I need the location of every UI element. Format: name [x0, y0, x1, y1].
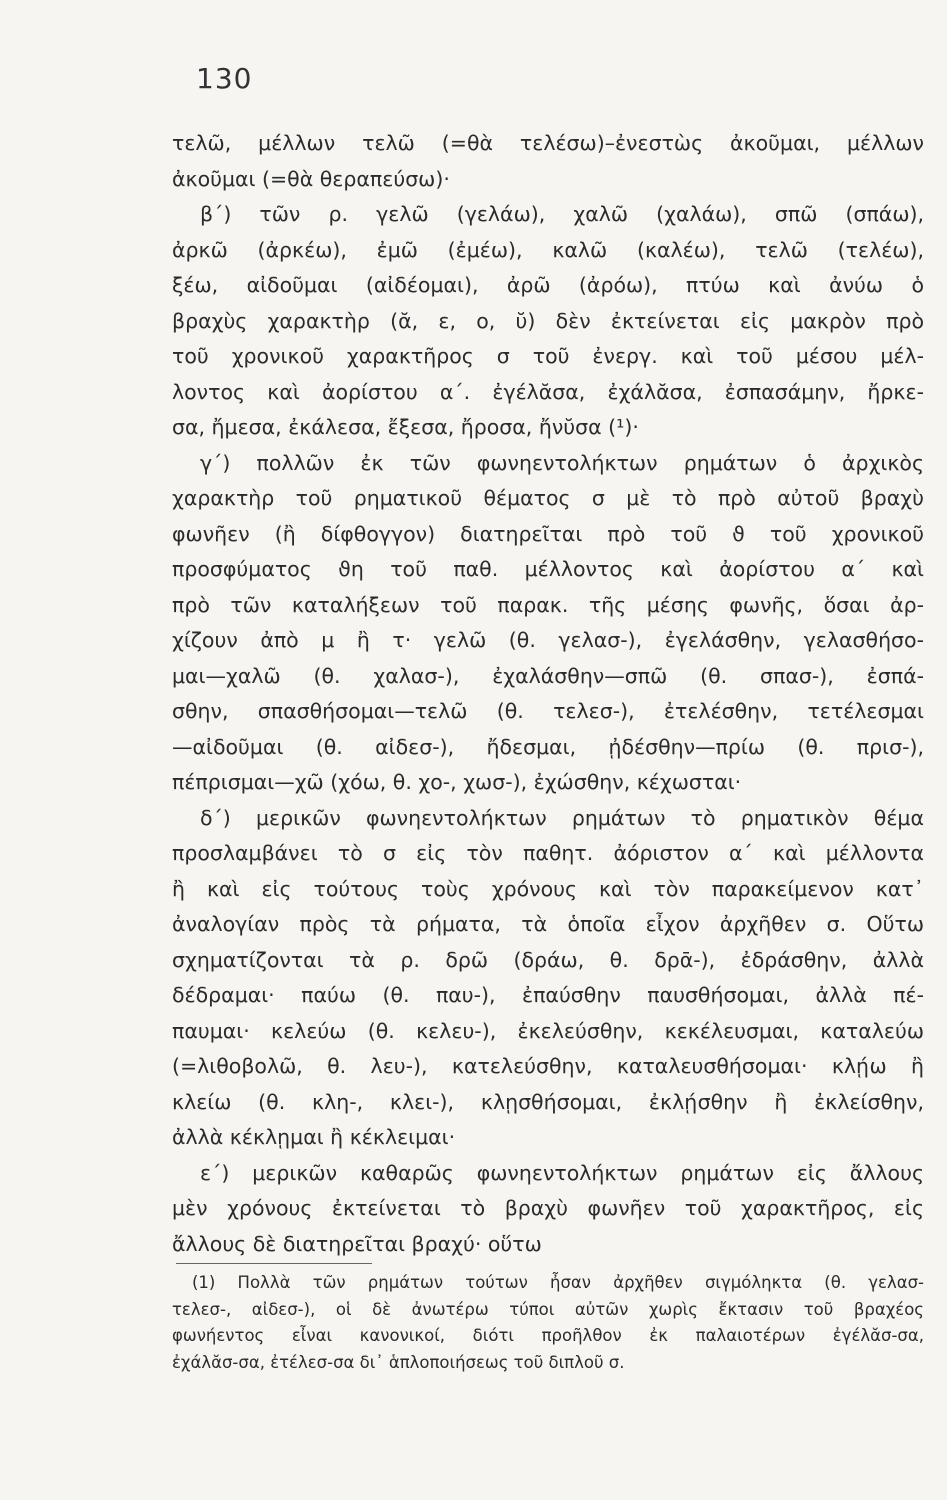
text-line: χίζουν ἀπὸ μ ἢ τ· γελῶ (θ. γελασ-), ἐγελάσθην, γελασθήσο- — [172, 628, 924, 652]
text-line: τελῶ, μέλλων τελῶ (=θὰ τελέσω)–ἐνεστὼς ἀκοῦμαι, μέλλων — [172, 131, 924, 155]
text-line: πέπρισμαι—χῶ (χόω, θ. χο-, χωσ-), ἐχώσθην, κέχωσται· — [172, 770, 742, 794]
text-line: τοῦ χρονικοῦ χαρακτῆρος σ τοῦ ἐνεργ. καὶ τοῦ μέσου μέλ- — [172, 344, 924, 368]
footnote-divider — [176, 1263, 372, 1264]
text-line: πρὸ τῶν καταλήξεων τοῦ παρακ. τῆς μέσης φωνῆς, ὅσαι ἀρ- — [172, 592, 924, 617]
footnote-line: (1) Πολλὰ τῶν ρημάτων τούτων ἦσαν ἀρχῆθεν σιγμόληκτα (θ. γελασ- — [192, 1273, 924, 1292]
footnote-line: τελεσ-, αἰδεσ-), οἱ δὲ ἀνωτέρω τύποι αὐτῶν χωρὶς ἔκτασιν τοῦ βραχέος — [172, 1299, 924, 1319]
text-line: φωνῆεν (ἢ δίφθογγον) διατηρεῖται πρὸ τοῦ ϑ τοῦ χρονικοῦ — [172, 521, 924, 546]
text-line: —αἰδοῦμαι (θ. αἰδεσ-), ἤδεσμαι, ᾐδέσθην—πρίω (θ. πρισ-), — [172, 734, 924, 759]
body-text — [172, 126, 924, 1262]
footnote-line: φωνήεντος εἶναι κανονικοί, διότι προῆλθον ἐκ παλαιοτέρων ἐγέλᾰσ-σα, — [172, 1326, 924, 1345]
text-line: ἀκοῦμαι (=θὰ θεραπεύσω)· — [172, 166, 450, 191]
text-line: σθην, σπασθήσομαι—τελῶ (θ. τελεσ-), ἐτελέσθην, τετέλεσμαι — [172, 699, 924, 723]
footnote-line: ἐχάλᾰσ-σα, ἐτέλεσ-σα δι᾽ ἁπλοποιήσεως τοῦ διπλοῦ σ. — [172, 1352, 625, 1372]
text-line: προσλαμβάνει τὸ σ εἰς τὸν παθητ. ἀόριστον α΄ καὶ μέλλοντα — [172, 841, 924, 865]
text-line: ξέω, αἰδοῦμαι (αἰδέομαι), ἀρῶ (ἀρόω), πτύω καὶ ἀνύω ὁ — [172, 273, 924, 297]
page-number: 130 — [196, 62, 253, 95]
text-line: ἀλλὰ κέκλῃμαι ἢ κέκλειμαι· — [172, 1125, 456, 1149]
text-line: ἢ καὶ εἰς τούτους τοὺς χρόνους καὶ τὸν παρακείμενον κατ᾽ — [172, 876, 924, 901]
text-line: κλείω (θ. κλη-, κλει-), κλῃσθήσομαι, ἐκλῄσθην ἢ ἐκλείσθην, — [172, 1089, 924, 1114]
text-line: σα, ἤμεσα, ἐκάλεσα, ἔξεσα, ἤροσα, ἤνῠσα (¹)· — [172, 415, 639, 439]
text-line: ἄλλους δὲ διατηρεῖται βραχύ· οὕτω — [172, 1231, 542, 1256]
text-line: (=λιθοβολῶ, θ. λευ-), κατελεύσθην, καταλευσθήσομαι· κλῄω ἢ — [172, 1054, 924, 1078]
text-line: β΄) τῶν ρ. γελῶ (γελάω), χαλῶ (χαλάω), σπῶ (σπάω), — [200, 202, 924, 226]
text-line: μὲν χρόνους ἐκτείνεται τὸ βραχὺ φωνῆεν τοῦ χαρακτῆρος, εἰς — [172, 1196, 924, 1220]
text-line: γ΄) πολλῶν ἐκ τῶν φωνηεντολήκτων ρημάτων ὁ ἀρχικὸς — [200, 450, 924, 475]
text-line: ε΄) μερικῶν καθαρῶς φωνηεντολήκτων ρημάτων εἰς ἄλλους — [200, 1160, 924, 1185]
footnote — [172, 1270, 924, 1376]
text-line: προσφύματος ϑη τοῦ παθ. μέλλοντος καὶ ἀορίστου α΄ καὶ — [172, 557, 924, 581]
text-line: δ΄) μερικῶν φωνηεντολήκτων ρημάτων τὸ ρηματικὸν θέμα — [200, 805, 924, 830]
text-line: μαι—χαλῶ (θ. χαλασ-), ἐχαλάσθην—σπῶ (θ. σπασ-), ἐσπά- — [172, 663, 924, 688]
text-line: ἀναλογίαν πρὸς τὰ ρήματα, τὰ ὁποῖα εἶχον ἀρχῆθεν σ. Οὕτω — [172, 912, 924, 936]
text-line: σχηματίζονται τὰ ρ. δρῶ (δράω, θ. δρᾱ-), ἐδράσθην, ἀλλὰ — [172, 947, 924, 972]
text-line: χαρακτὴρ τοῦ ρηματικοῦ θέματος σ μὲ τὸ πρὸ αὐτοῦ βραχὺ — [172, 486, 924, 510]
text-line: βραχὺς χαρακτὴρ (ᾰ, ε, ο, ῠ) δὲν ἐκτείνεται εἰς μακρὸν πρὸ — [172, 308, 924, 333]
text-line: λοντος καὶ ἀορίστου α΄. ἐγέλᾰσα, ἐχάλᾰσα, ἐσπασάμην, ἤρκε- — [172, 379, 924, 404]
text-line: ἀρκῶ (ἀρκέω), ἐμῶ (ἐμέω), καλῶ (καλέω), τελῶ (τελέω), — [172, 237, 924, 262]
text-line: παυμαι· κελεύω (θ. κελευ-), ἐκελεύσθην, κεκέλευσμαι, καταλεύω — [172, 1018, 924, 1043]
text-line: δέδραμαι· παύω (θ. παυ-), ἐπαύσθην παυσθήσομαι, ἀλλὰ πέ- — [172, 983, 924, 1007]
